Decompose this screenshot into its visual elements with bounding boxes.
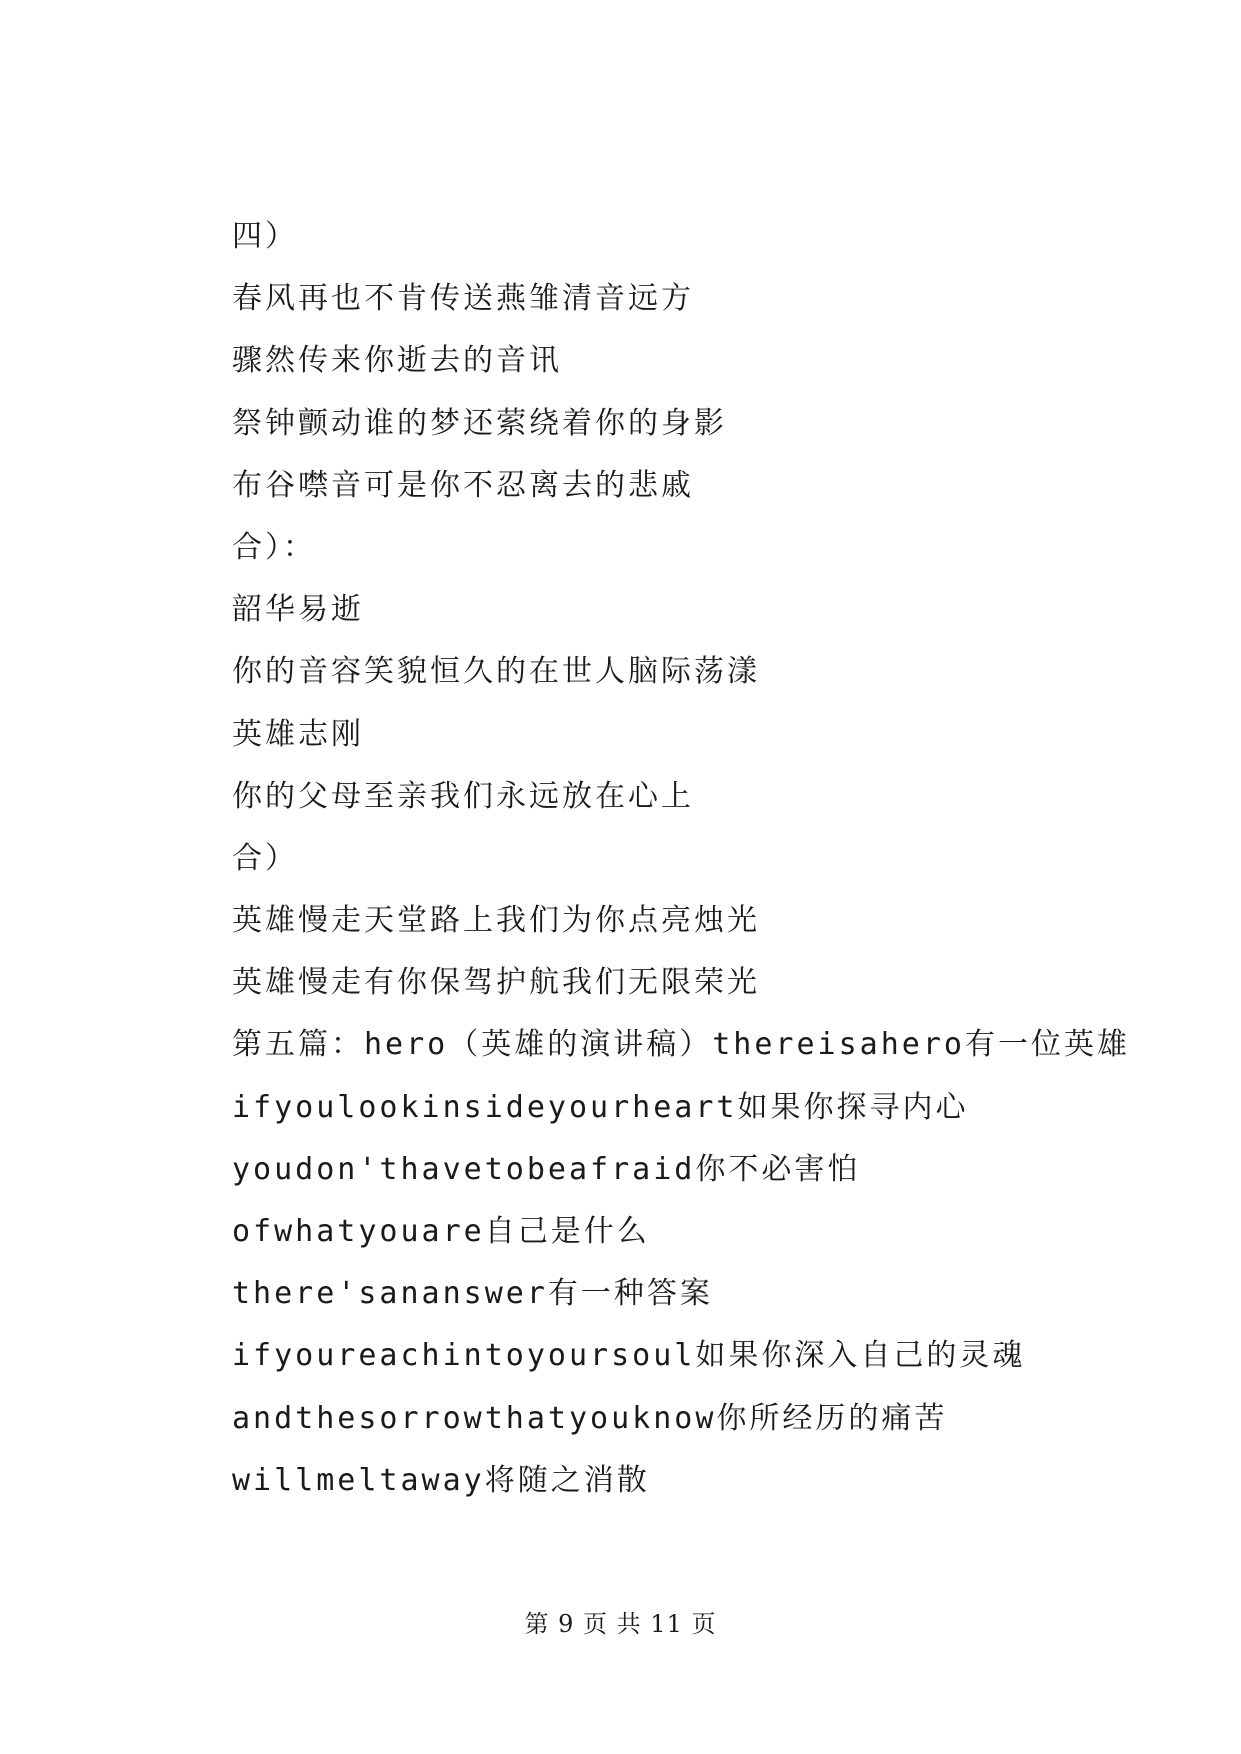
text-line: 祭钟颤动谁的梦还萦绕着你的身影 [232,405,727,441]
text-line: 四） [232,219,298,254]
text-line: youdon'thavetobeafraid你不必害怕 [232,1151,861,1187]
text-line: there'sananswer有一种答案 [232,1276,713,1312]
section-heading-line: 第五篇：hero（英雄的演讲稿）thereisahero有一位英雄 [232,1027,1130,1063]
text-line: 韶华易逝 [232,592,364,628]
text-line: ifyoureachintoyoursoul如果你深入自己的灵魂 [232,1338,1026,1374]
text-line: andthesorrowthatyouknow你所经历的痛苦 [232,1400,948,1436]
text-line: 英雄志刚 [232,716,364,752]
text-line: ofwhatyouare自己是什么 [232,1214,650,1249]
text-line: 春风再也不肯传送燕雏清音远方 [232,281,694,317]
page-number-footer: 第 9 页 共 11 页 [524,1610,717,1638]
text-line: 骤然传来你逝去的音讯 [232,343,562,379]
text-line: 你的父母至亲我们永远放在心上 [232,778,694,814]
text-line: 英雄慢走天堂路上我们为你点亮烛光 [232,903,760,939]
text-line: ifyoulookinsideyourheart如果你探寻内心 [232,1089,969,1125]
text-line: 合） [232,840,298,876]
document-body [232,219,1132,1512]
text-line: 合）： [232,529,316,565]
text-line: willmeltaway将随之消散 [232,1462,650,1498]
text-line: 你的音容笑貌恒久的在世人脑际荡漾 [232,654,760,690]
text-line: 布谷噤音可是你不忍离去的悲戚 [232,467,694,503]
text-line: 英雄慢走有你保驾护航我们无限荣光 [232,965,760,1001]
